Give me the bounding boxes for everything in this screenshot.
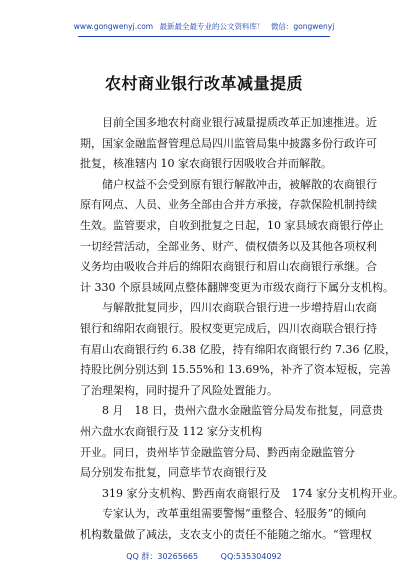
body-line: 专家认为，改革重组需要警惕“重整合、轻服务”的倾向 bbox=[102, 507, 367, 521]
body-line: 有眉山农商银行约 6.38 亿股，持有绵阳农商银行约 7.36 亿股， bbox=[80, 342, 396, 356]
document-body bbox=[80, 113, 404, 545]
page-footer bbox=[0, 551, 408, 562]
body-line: 义务均由吸收合并后的绵阳农商银行和眉山农商银行承继。合 bbox=[80, 260, 377, 274]
body-line: 生效。监管要求，自收到批复之日起，10 家县域农商银行停止 bbox=[80, 218, 384, 232]
site-url[interactable]: www.gongwenyj.com bbox=[73, 22, 154, 31]
body-line: 一切经营活动，全部业务、财产、债权债务以及其他各项权利 bbox=[80, 239, 377, 253]
header-divider bbox=[78, 36, 330, 37]
body-line: 州六盘水农商银行及 112 家分支机构 bbox=[80, 424, 262, 438]
qq-group-number: QQ 群：30265665 bbox=[126, 552, 199, 561]
document-title: 农村商业银行改革减量提质 bbox=[104, 74, 303, 93]
site-slogan: 最新最全最专业的公文资料库！ bbox=[159, 22, 265, 31]
body-line: 319 家分支机构、黔西南农商银行及 174 家分支机构开业。 bbox=[102, 486, 404, 500]
body-line: 8 月 18 日，贵州六盘水金融监管分局发布批复，同意贵 bbox=[102, 404, 383, 418]
body-line: 局分别发布批复，同意毕节农商银行及 bbox=[80, 466, 267, 480]
body-line: 储户权益不会受到原有银行解散冲击，被解散的农商银行 bbox=[102, 177, 377, 191]
body-line: 银行和绵阳农商银行。股权变更完成后，四川农商联合银行持 bbox=[80, 321, 377, 335]
body-line: 与解散批复同步，四川农商联合银行进一步增持眉山农商 bbox=[102, 301, 377, 315]
body-line: 持股比例分别达到 15.55%和 13.69%，补齐了资本短板，完善 bbox=[80, 363, 391, 377]
body-line: 原有网点、人员、业务全部由合并方承接，存款保险机制持续 bbox=[80, 198, 377, 212]
body-line: 机构数量做了减法，支农支小的责任不能随之缩水。“管理权 bbox=[80, 527, 372, 541]
qq-number: QQ:535304092 bbox=[220, 552, 282, 561]
body-line: 目前全国多地农村商业银行减量提质改革正加速推进。近 bbox=[102, 116, 377, 129]
page-header bbox=[0, 22, 408, 32]
wechat-id: 微信：gongwenyj bbox=[270, 22, 335, 31]
body-line: 计 330 个原县域网点整体翻牌变更为市级农商行下属分支机构。 bbox=[80, 280, 394, 294]
body-line: 了治理架构，同时提升了风险处置能力。 bbox=[80, 383, 278, 397]
body-line: 批复，核准辖内 10 家农商银行因吸收合并而解散。 bbox=[80, 157, 332, 171]
body-line: 期，国家金融监督管理总局四川监管局集中披露多份行政许可 bbox=[80, 136, 377, 150]
body-line: 开业。同日，贵州毕节金融监管分局、黔西南金融监管分 bbox=[80, 445, 355, 459]
